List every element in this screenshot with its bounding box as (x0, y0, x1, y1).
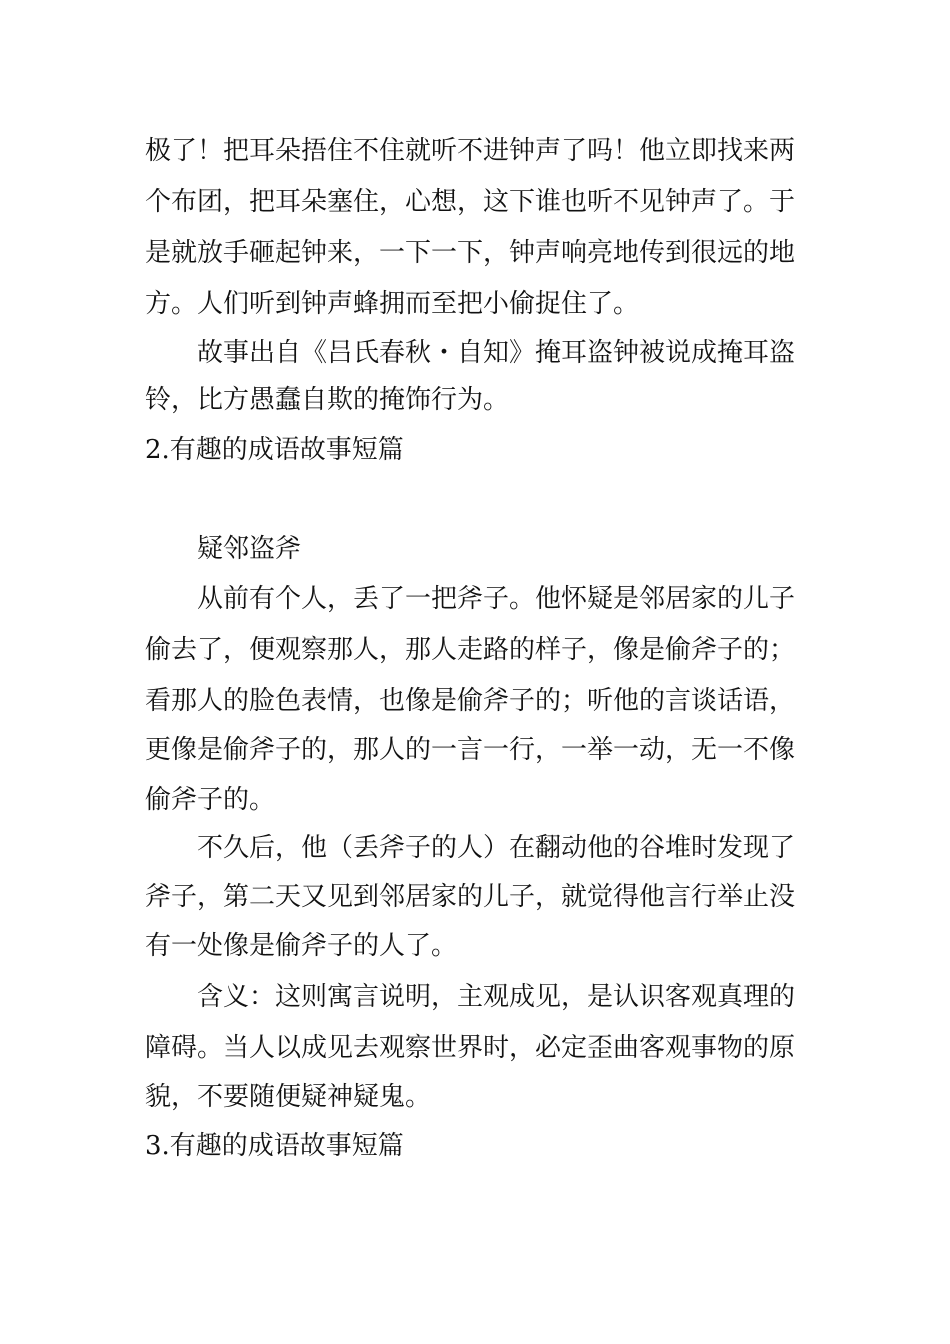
text-line: 有一处像是偷斧子的人了。 (145, 931, 458, 961)
text-line: 极了！把耳朵捂住不住就听不进钟声了吗！他立即找来两 (145, 136, 796, 166)
text-line: 是就放手砸起钟来，一下一下，钟声响亮地传到很远的地 (145, 238, 796, 268)
text-line: 貌，不要随便疑神疑鬼。 (145, 1082, 432, 1112)
text-line: 方。人们听到钟声蜂拥而至把小偷捉住了。 (145, 289, 640, 319)
text-line: 斧子，第二天又见到邻居家的儿子，就觉得他言行举止没 (145, 882, 796, 912)
story-title: 疑邻盗斧 (197, 534, 302, 564)
text-line: 含义：这则寓言说明，主观成见，是认识客观真理的 (197, 982, 796, 1012)
section-heading-3: 3.有趣的成语故事短篇 (145, 1131, 404, 1161)
text-line: 铃，比方愚蠢自欺的掩饰行为。 (145, 385, 510, 415)
text-line: 不久后，他（丢斧子的人）在翻动他的谷堆时发现了 (197, 833, 796, 863)
text-line: 从前有个人，丢了一把斧子。他怀疑是邻居家的儿子 (197, 584, 796, 614)
text-line: 更像是偷斧子的，那人的一言一行，一举一动，无一不像 (145, 735, 796, 765)
text-line: 个布团，把耳朵塞住，心想，这下谁也听不见钟声了。于 (145, 187, 796, 217)
text-line: 偷去了，便观察那人，那人走路的样子，像是偷斧子的； (145, 635, 796, 665)
text-line: 看那人的脸色表情，也像是偷斧子的；听他的言谈话语， (145, 686, 796, 716)
text-line: 偷斧子的。 (145, 785, 276, 815)
text-line: 障碍。当人以成见去观察世界时，必定歪曲客观事物的原 (145, 1033, 796, 1063)
text-line: 故事出自《吕氏春秋・自知》掩耳盗钟被说成掩耳盗 (197, 338, 796, 368)
section-heading-2: 2.有趣的成语故事短篇 (145, 435, 404, 465)
